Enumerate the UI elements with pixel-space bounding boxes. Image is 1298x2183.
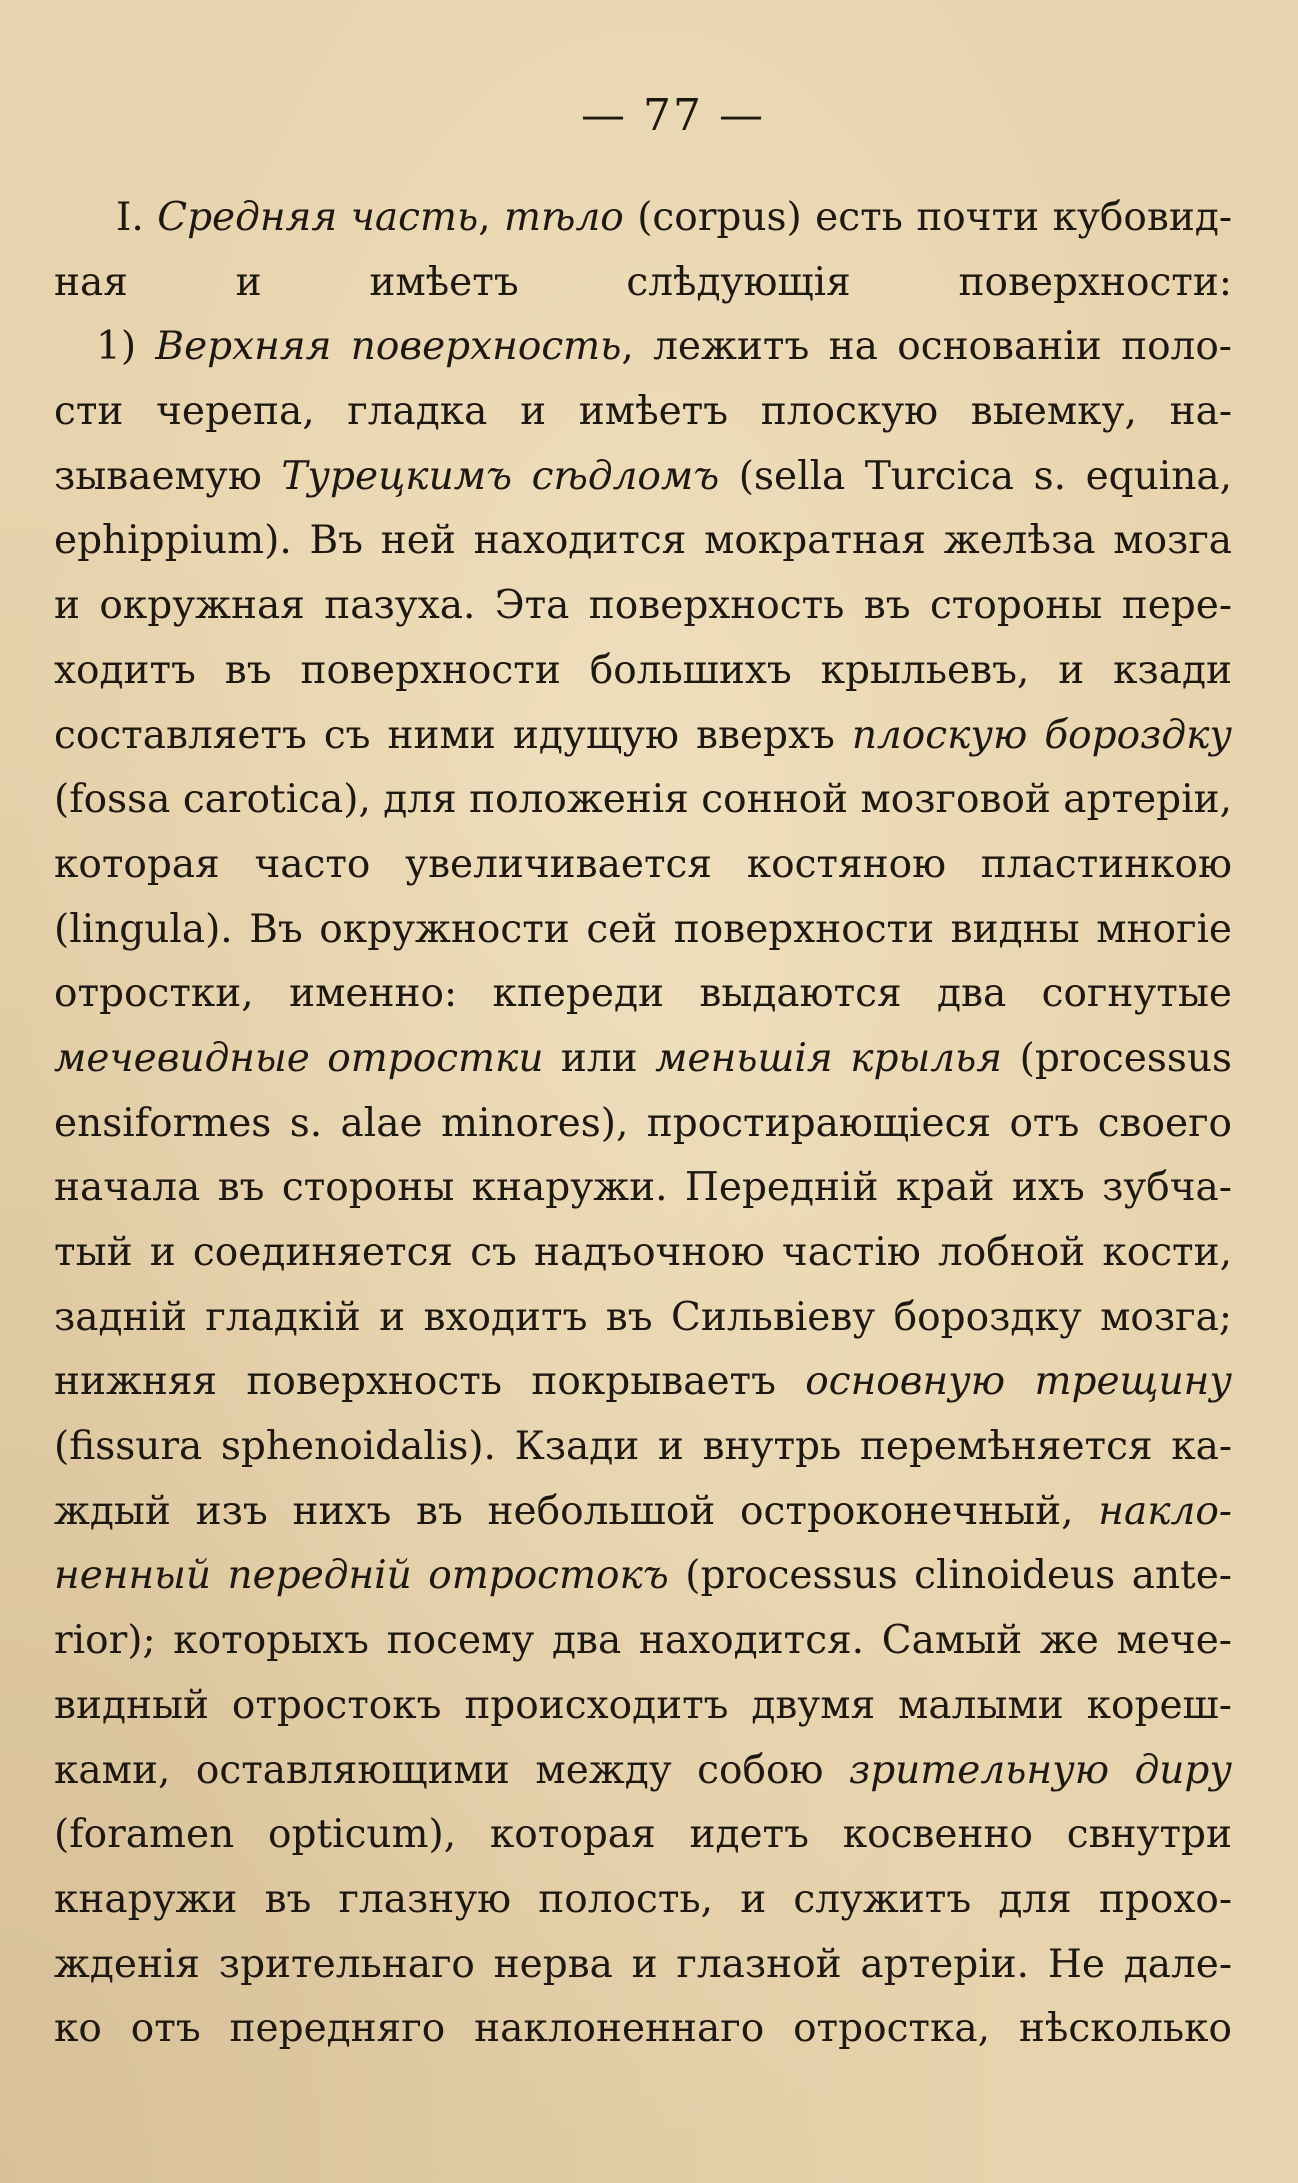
italic-term: ненный передній отростокъ bbox=[54, 1553, 669, 1599]
text-line bbox=[54, 833, 1232, 898]
text-run: (fossa carotica), для положенія сонной мозговой артеріи, bbox=[54, 777, 1232, 823]
text-run: 1) bbox=[96, 324, 156, 370]
text-line bbox=[54, 1027, 1232, 1092]
text-run: видный отростокъ происходитъ двумя малыми кореш- bbox=[54, 1682, 1232, 1728]
text-run: (fissura sphenoidalis). Кзади и внутрь перемѣняется ка- bbox=[54, 1424, 1232, 1470]
text-run: (processus clinoideus ante- bbox=[668, 1553, 1232, 1599]
text-line bbox=[54, 1739, 1232, 1804]
text-run: (processus bbox=[1002, 1035, 1232, 1081]
text-line bbox=[54, 1933, 1232, 1998]
text-run: и окружная пазуха. Эта поверхность въ стороны пере- bbox=[54, 583, 1232, 629]
text-line bbox=[54, 509, 1232, 574]
text-run: нижняя поверхность покрываетъ bbox=[54, 1359, 806, 1405]
text-run: отростки, именно: кпереди выдаются два согнутые bbox=[54, 971, 1232, 1017]
italic-term: плоскую бороздку bbox=[851, 712, 1232, 758]
text-line bbox=[54, 1544, 1232, 1609]
text-line bbox=[54, 1803, 1232, 1868]
italic-term: Верхняя поверхность bbox=[155, 324, 622, 370]
text-run: или bbox=[543, 1035, 656, 1081]
text-run: жденія зрительнаго нерва и глазной артеріи. Не дале- bbox=[54, 1941, 1232, 1987]
text-run: (sella Turcica s. equina, bbox=[719, 453, 1232, 499]
text-line bbox=[54, 1092, 1232, 1157]
text-line bbox=[54, 315, 1232, 380]
text-run: ная и имѣетъ слѣдующія поверхности: bbox=[54, 259, 1232, 305]
text-run: (lingula). Въ окружности сей поверхности видны многіе bbox=[54, 906, 1232, 952]
italic-term: меньшія крылья bbox=[655, 1035, 1003, 1081]
text-line bbox=[54, 1156, 1232, 1221]
italic-term: мечевидные отростки bbox=[54, 1035, 544, 1081]
text-line bbox=[54, 1286, 1232, 1351]
text-line bbox=[54, 1674, 1232, 1739]
text-line bbox=[54, 380, 1232, 445]
page-number: — 77 — bbox=[581, 90, 765, 141]
text-run: задній гладкій и входитъ въ Сильвіеву бороздку мозга; bbox=[54, 1294, 1232, 1340]
text-run: тый и соединяется съ надъочною частію лобной кости, bbox=[54, 1230, 1232, 1275]
text-line bbox=[54, 574, 1232, 639]
text-run: ensiformes s. alae minores), простирающіеся отъ своего bbox=[54, 1100, 1232, 1146]
text-run: составляетъ съ ними идущую вверхъ bbox=[54, 712, 852, 758]
italic-term: накло- bbox=[1098, 1488, 1232, 1534]
text-run: кнаружи въ глазную полость, и служитъ для прохо- bbox=[54, 1876, 1232, 1922]
text-line bbox=[54, 1221, 1232, 1286]
text-line bbox=[54, 1997, 1232, 2062]
text-line bbox=[54, 1480, 1232, 1545]
text-run: сти черепа, гладка и имѣетъ плоскую выемку, на- bbox=[54, 389, 1232, 435]
text-line bbox=[54, 898, 1232, 963]
text-line bbox=[54, 704, 1232, 769]
text-run: rior); которыхъ посему два находится. Самый же мече- bbox=[54, 1618, 1232, 1664]
text-run: зываемую bbox=[54, 453, 282, 499]
text-run: ephippium). Въ ней находится мократная желѣза мозга bbox=[54, 518, 1232, 564]
text-run: начала въ стороны кнаружи. Передній край ихъ зубча- bbox=[54, 1165, 1232, 1211]
text-run: I. bbox=[116, 195, 158, 240]
text-line bbox=[54, 445, 1232, 510]
italic-term: Средняя часть bbox=[157, 195, 479, 240]
text-line bbox=[54, 1415, 1232, 1480]
italic-term: тѣло bbox=[504, 195, 624, 240]
book-page bbox=[54, 90, 1232, 2062]
text-run: , bbox=[478, 195, 505, 240]
text-run: (foramen opticum), которая идетъ косвенно свнутри bbox=[54, 1812, 1232, 1858]
text-run: ко отъ передняго наклоненнаго отростка, нѣсколько bbox=[54, 2006, 1232, 2052]
text-run: , лежитъ на основаніи поло- bbox=[621, 324, 1232, 370]
text-run: ходитъ въ поверхности большихъ крыльевъ, и кзади bbox=[54, 647, 1232, 693]
text-run: (corpus) есть почти кубовид- bbox=[623, 195, 1232, 240]
text-line bbox=[54, 768, 1232, 833]
text-run: которая часто увеличивается костяною пластинкою bbox=[54, 841, 1232, 887]
text-run: ками, оставляющими между собою bbox=[54, 1747, 849, 1793]
italic-term: зрительную диру bbox=[848, 1747, 1232, 1793]
text-line bbox=[54, 639, 1232, 704]
italic-term: Турецкимъ сѣдломъ bbox=[281, 453, 720, 499]
italic-term: основную трещину bbox=[805, 1359, 1232, 1405]
text-line bbox=[54, 1868, 1232, 1933]
text-run: ждый изъ нихъ въ небольшой остроконечный, bbox=[54, 1488, 1099, 1534]
text-line bbox=[54, 962, 1232, 1027]
text-line bbox=[54, 1609, 1232, 1674]
text-line bbox=[54, 1350, 1232, 1415]
text-line bbox=[54, 186, 1232, 251]
text-line bbox=[54, 251, 1232, 316]
body-text bbox=[54, 186, 1232, 2062]
